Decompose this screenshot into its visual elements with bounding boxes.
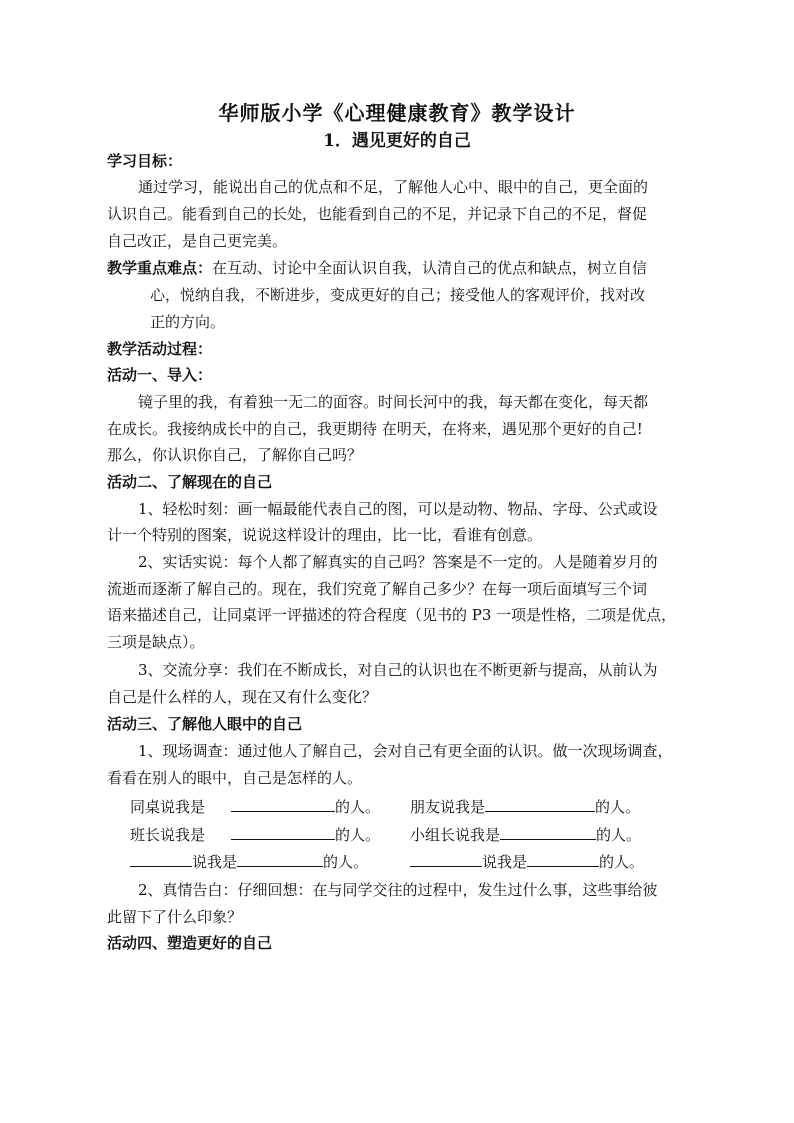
activity-two-line: 流逝而逐渐了解自己的。现在，我们究竟了解自己多少？在每一项后面填写三个词 — [107, 580, 648, 598]
activity-two-line: 计一个特别的图案，说说这样设计的理由，比一比，看谁有创意。 — [107, 526, 543, 544]
fill-label: 朋友说我是 — [410, 798, 486, 816]
activity-two-line: 1、轻松时刻：画一幅最能代表自己的图，可以是动物、物品、字母、公式或设 — [138, 500, 658, 518]
fill-label: 班长说我是 — [130, 826, 206, 844]
activity-one-heading: 活动一、导入： — [107, 366, 213, 384]
fill-suffix: 的人。 — [595, 798, 641, 816]
fill-label: 同桌说我是 — [130, 798, 206, 816]
activity-three-line: 看看在别人的眼中，自己是怎样的人。 — [107, 769, 363, 787]
activity-three-heading: 活动三、了解他人眼中的自己 — [107, 715, 303, 733]
fill-row — [130, 795, 380, 818]
activity-three-line: 1、现场调查：通过他人了解自己，会对自己有更全面的认识。做一次现场调查， — [138, 742, 673, 760]
goals-line: 通过学习，能说出自己的优点和不足，了解他人心中、眼中的自己，更全面的 — [138, 178, 649, 196]
fill-suffix: 的人。 — [335, 798, 381, 816]
activity-three-line: 此留下了什么印象？ — [107, 908, 243, 926]
fill-label: 小组长说我是 — [410, 826, 501, 844]
fill-suffix: 的人。 — [335, 826, 381, 844]
activity-three-line: 2、真情告白：仔细回想：在与同学交往的过程中，发生过什么事，这些事给彼 — [138, 881, 658, 899]
fill-blank[interactable] — [130, 850, 192, 867]
fill-label: 说我是 — [482, 853, 528, 871]
activity-one-line: 在成长。我接纳成长中的自己，我更期待 在明天，在将来，遇见那个更好的自己! — [107, 420, 643, 438]
goals-line: 认识自己。能看到自己的长处，也能看到自己的不足，并记录下自己的不足，督促 — [107, 205, 648, 223]
fill-row — [130, 850, 368, 873]
activity-two-line: 3、交流分享：我们在不断成长，对自己的认识也在不断更新与提高，从前认为 — [138, 661, 658, 679]
activity-one-line: 那么，你认识你自己，了解你自己吗？ — [107, 446, 363, 464]
fill-blank[interactable] — [231, 823, 335, 840]
fill-suffix: 的人。 — [323, 853, 369, 871]
fill-row — [410, 850, 644, 873]
lesson-title: 1．遇见更好的自己 — [323, 131, 471, 151]
activity-two-heading: 活动二、了解现在的自己 — [107, 473, 273, 491]
activity-two-line: 语来描述自己，让同桌评一评描述的符合程度（见书的 P3 一项是性格，二项是优点， — [107, 606, 677, 624]
process-heading: 教学活动过程： — [107, 340, 213, 358]
key-points-line: 心，悦纳自我，不断进步，变成更好的自己；接受他人的客观评价，找对改 — [150, 286, 646, 304]
fill-blank[interactable] — [237, 850, 323, 867]
key-points-text: 在互动、讨论中全面认识自我，认清自己的优点和缺点，树立自信 — [212, 259, 648, 277]
fill-blank[interactable] — [231, 795, 335, 812]
fill-blank[interactable] — [410, 850, 482, 867]
fill-suffix: 的人。 — [596, 826, 642, 844]
fill-row — [410, 795, 640, 818]
activity-four-heading: 活动四、塑造更好的自己 — [107, 934, 273, 952]
key-points-line — [107, 257, 647, 279]
fill-blank[interactable] — [527, 850, 599, 867]
activity-two-line: 2、实话实说：每个人都了解真实的自己吗？答案是不一定的。人是随着岁月的 — [138, 553, 658, 571]
key-points-label: 教学重点难点： — [107, 259, 213, 277]
document-title: 华师版小学《心理健康教育》教学设计 — [218, 101, 576, 125]
activity-two-line: 三项是缺点）。 — [107, 633, 205, 651]
fill-blank[interactable] — [485, 795, 595, 812]
goals-line: 自己改正，是自己更完美。 — [107, 232, 288, 250]
key-points-line: 正的方向。 — [150, 313, 226, 331]
fill-row — [410, 823, 641, 846]
activity-two-line: 自己是什么样的人，现在又有什么变化？ — [107, 688, 378, 706]
fill-row — [130, 823, 380, 846]
activity-one-line: 镜子里的我，有着独一无二的面容。时间长河中的我，每天都在变化，每天都 — [138, 393, 649, 411]
fill-suffix: 的人。 — [599, 853, 645, 871]
fill-blank[interactable] — [500, 823, 596, 840]
fill-label: 说我是 — [192, 853, 238, 871]
goals-heading: 学习目标： — [107, 152, 183, 170]
